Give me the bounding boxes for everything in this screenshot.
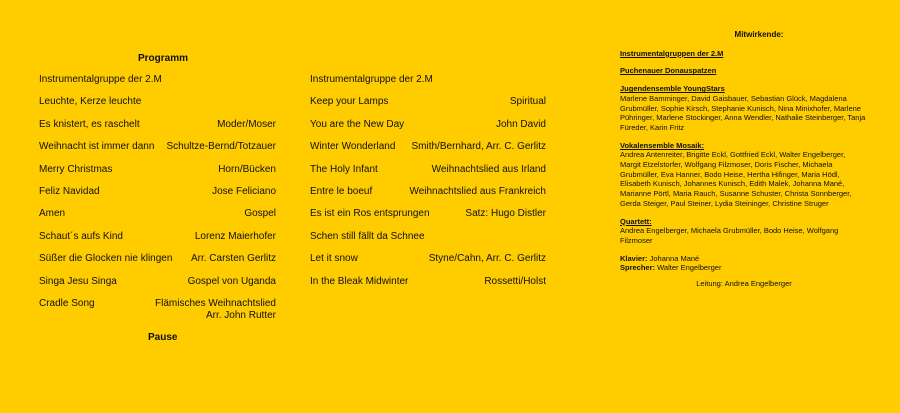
- program-item-credit: Schultze-Bernd/Totzauer: [166, 141, 276, 153]
- klavier-label: Klavier:: [620, 253, 648, 263]
- program-item-title: You are the New Day: [310, 118, 405, 130]
- instrumental-group: [620, 49, 868, 59]
- puchenau-label: Puchenauer Donauspatzen: [620, 66, 717, 76]
- sprecher-line: [620, 263, 868, 273]
- mosaik-members: Andrea Antenreiter, Brigitte Eckl, Gottfried Eckl, Walter Engelberger, Margit Etzelstorfer, Wolfgang Filzmoser, Doris Fischer, Michaela Grubmüller, Eva Hanner, Bodo Heise, Hertha Hifinger, Maria Hödl, Elisabeth Kunisch, Johannes Kunisch, Edith Malek, Johanna Mané, Marianne Pörtl, Maria Rauch, Susanne Schuster, Christa Sonnberger, Gerda Steiger, Paul Steiner, Lydia Steininger, Christine Struger: [620, 150, 852, 208]
- leitung-line: Leitung: Andrea Engelberger: [696, 279, 792, 289]
- mosaik-group: [620, 141, 868, 209]
- program-item-title: Cradle Song: [39, 298, 95, 309]
- program-item-title: Leuchte, Kerze leuchte: [39, 96, 142, 108]
- quartett-members: Andrea Engelberger, Michaela Grubmüller, Bodo Heise, Wolfgang Filzmoser: [620, 226, 839, 245]
- youngstars-members: Marlene Bamminger, David Gaisbauer, Sebastian Glück, Magdalena Grubmüller, Sophie Kirsch, Stephanie Kunisch, Nina Minixhofer, Marlene Pühringer, Marlene Stockinger, Anna Wendler, Nathalie Steinberger, Tanja Füreder, Karin Fritz: [620, 93, 866, 132]
- program-item-credit: Gospel von Uganda: [187, 275, 276, 287]
- puchenau-group: [620, 66, 868, 76]
- program-item-title: Es ist ein Ros entsprungen: [310, 208, 430, 220]
- program-item-credit: John David: [495, 118, 546, 130]
- program-item-title: Let it snow: [310, 253, 358, 265]
- program-title: Programm: [138, 53, 189, 64]
- program-item-credit: Spiritual: [509, 96, 546, 108]
- program-item-credit: Styne/Cahn, Arr. C. Gerlitz: [428, 253, 546, 265]
- program-item-title: Instrumentalgruppe der 2.M: [310, 74, 433, 85]
- program-item-title: Feliz Navidad: [39, 186, 100, 197]
- youngstars-label: Jugendensemble YoungStars: [620, 84, 725, 94]
- program-item-credit: Moder/Moser: [217, 118, 276, 130]
- program-item-title: Süßer die Glocken nie klingen: [39, 253, 173, 265]
- program-item-title: Entre le boeuf: [310, 186, 373, 197]
- program-item-title: Winter Wonderland: [310, 141, 396, 153]
- quartett-group: [620, 217, 868, 246]
- youngstars-group: [620, 84, 868, 133]
- program-item-credit: Horn/Bücken: [218, 163, 276, 175]
- program-item-title: In the Bleak Midwinter: [310, 275, 409, 287]
- program-item-title: Schen still fällt da Schnee: [310, 230, 425, 242]
- program-item-credit: Arr. Carsten Gerlitz: [190, 253, 276, 265]
- program-item-title: Es knistert, es raschelt: [39, 118, 140, 130]
- program-item-credit: Gospel: [244, 208, 276, 220]
- instrumental-label: Instrumentalgruppen der 2.M: [620, 48, 724, 58]
- program-item-credit-line2: Arr. John Rutter: [205, 310, 276, 321]
- klavier-name: Johanna Mané: [649, 253, 700, 263]
- program-item-credit: Smith/Bernhard, Arr. C. Gerlitz: [411, 141, 546, 153]
- program-item-title: The Holy Infant: [310, 163, 378, 175]
- program-item-credit: Jose Feliciano: [212, 186, 276, 197]
- program-item-credit: Satz: Hugo Distler: [465, 208, 546, 220]
- program-item-credit: Flämisches Weihnachtslied: [155, 298, 276, 309]
- program-item-credit: Lorenz Maierhofer: [194, 230, 276, 242]
- klavier-line: [620, 254, 868, 264]
- program-item-title: Keep your Lamps: [310, 96, 389, 108]
- program-item-title: Schaut´s aufs Kind: [39, 230, 123, 242]
- quartett-label: Quartett:: [620, 216, 652, 226]
- cast-section: [620, 30, 868, 289]
- program-item-credit: Weihnachtslied aus Frankreich: [409, 186, 546, 197]
- program-item-title: Singa Jesu Singa: [39, 275, 117, 287]
- cast-title: Mitwirkende:: [734, 30, 784, 39]
- program-item-title: Amen: [39, 208, 66, 220]
- sprecher-name: Walter Engelberger: [657, 263, 722, 273]
- program-item-title: Weihnacht ist immer dann: [39, 141, 155, 153]
- soloists: [620, 254, 868, 273]
- program-item-title: Merry Christmas: [39, 163, 113, 175]
- sprecher-label: Sprecher:: [620, 263, 656, 273]
- mosaik-label: Vokalensemble Mosaik:: [620, 140, 705, 150]
- pause-label: Pause: [148, 332, 178, 343]
- program-item-title: Instrumentalgruppe der 2.M: [39, 74, 162, 85]
- program-item-credit: Rossetti/Holst: [484, 275, 546, 287]
- program-item-credit: Weihnachtslied aus Irland: [431, 163, 546, 175]
